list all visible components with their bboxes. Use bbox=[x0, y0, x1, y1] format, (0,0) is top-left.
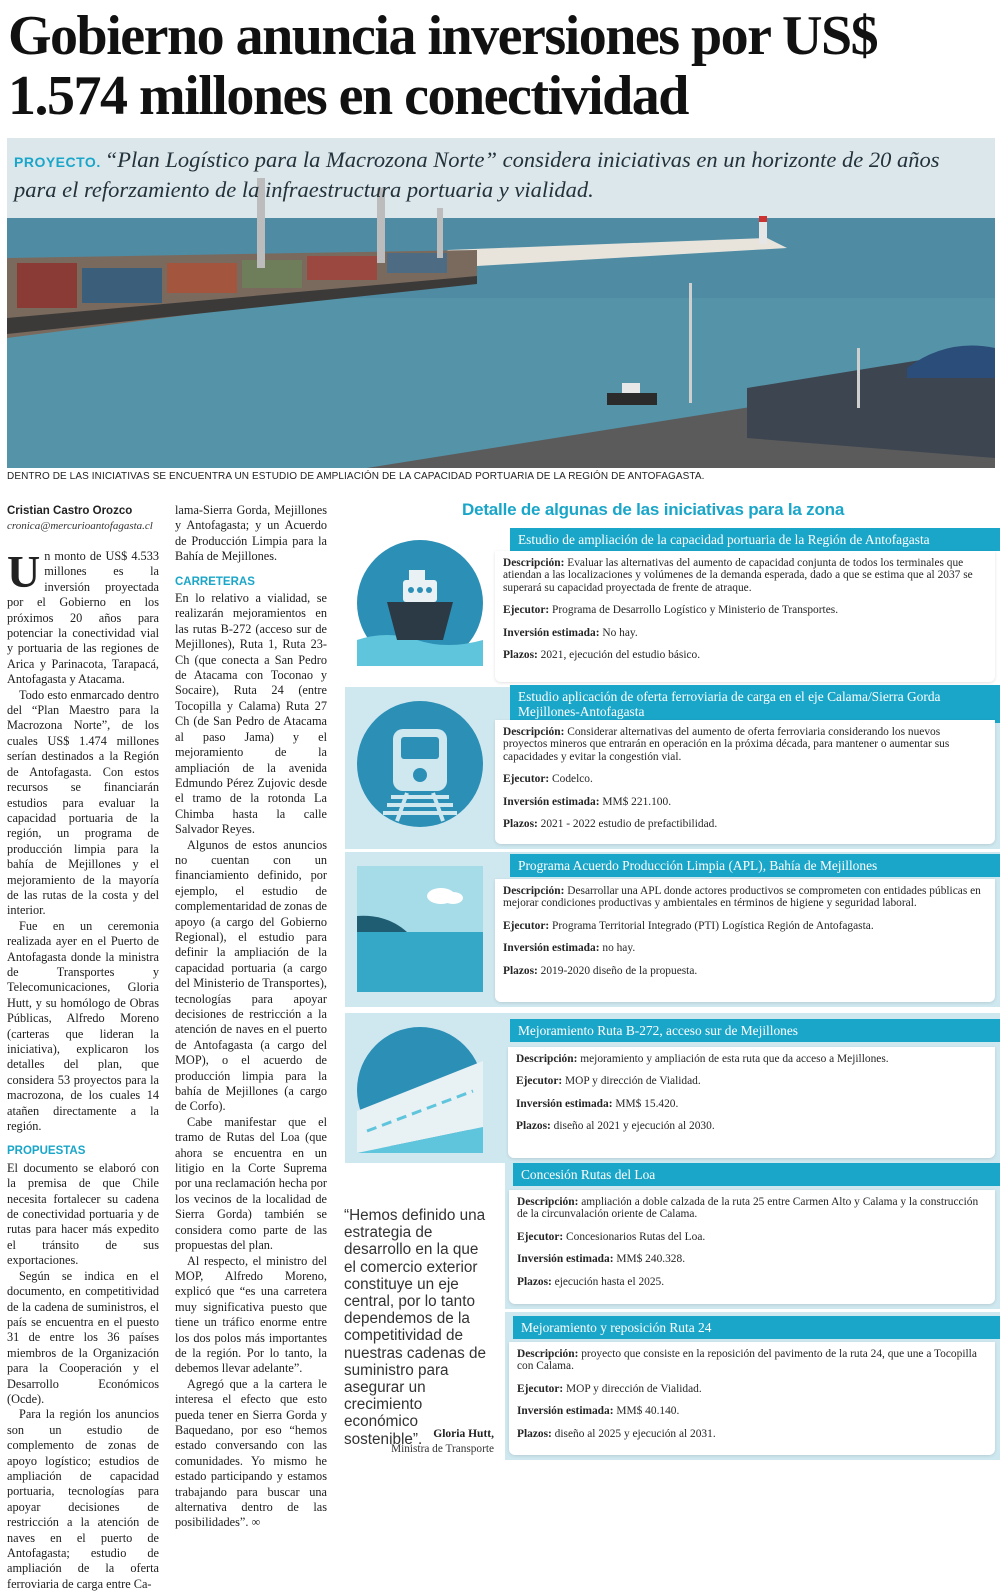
initiative-panel-4 bbox=[345, 1013, 1000, 1163]
ejecutor-value: Programa de Desarrollo Logístico y Ministerio de Transportes. bbox=[552, 604, 839, 617]
article-paragraph: Fue en un ceremonia realizada ayer en el Puerto de Antofagasta donde la ministra de Transportes y Telecomunicaciones, Gloria Hutt, y su homólogo de Obras Públicas, Alfredo Moreno (carteras que lideran la iniciativa), explicaron los detalles del plan, que considera 53 proyectos para la macrozona, de los cuales 14 atañen directamente a la región. bbox=[7, 918, 159, 1134]
quote-author: Gloria Hutt, bbox=[433, 1428, 494, 1440]
initiative-card: Descripción: proyecto que consiste en la reposición del pavimento de la ruta 24, que une a Tocopilla con Calama. Ejecutor: MOP y dirección de Vialidad. Inversión estimada: MM$ 40.140. Plazos: diseño al 2025 y ejecución al 2031. bbox=[509, 1342, 995, 1455]
headline: Gobierno anuncia inversiones por US$ 1.574 millones en conectividad bbox=[8, 5, 878, 127]
pull-quote: “Hemos definido una estrategia de desarrollo en la que el comercio exterior constituye un eje central, por lo tanto dependemos de la competitividad de nuestras cadenas de suministro para asegurar un crecimiento económico sostenible”. bbox=[344, 1207, 487, 1448]
initiative-card: Descripción: Desarrollar una APL donde actores productivos se comprometen con entidades públicas en mejorar condiciones productivas y ambientales en términos de higiene y seguridad laboral. Ejecutor: Programa Territorial Integrado (PTI) Logística Región de Antofagasta. Inversión estimada: no hay. Plazos: 2019-2020 diseño de la propuesta. bbox=[495, 879, 995, 1002]
inversion-value: MM$ 40.140. bbox=[616, 1405, 680, 1418]
inversion-value: No hay. bbox=[602, 626, 638, 639]
initiative-title: Estudio aplicación de oferta ferroviaria de carga en el eje Calama/Sierra Gorda Mejillones-Antofagasta bbox=[510, 685, 1000, 723]
initiative-panel-3 bbox=[345, 852, 1000, 1007]
deck bbox=[14, 146, 974, 203]
article-column-2 bbox=[175, 503, 327, 1531]
plazos-value: 2019-2020 diseño de la propuesta. bbox=[540, 964, 698, 977]
descripcion-value: Considerar alternativas del aumento de oferta ferroviaria considerando los nuevos proyectos mineros que entrarán en operación en la próxima década, para mantener o aumentar sus capacidades y evitar la congestión vial. bbox=[503, 726, 950, 763]
initiative-panel-5 bbox=[505, 1163, 1000, 1309]
article-paragraph: Al respecto, el ministro del MOP, Alfredo Moreno, explicó que “es una carretera muy significativa puesto que tiene un tráfico enorme entre los dos polos más importantes de la región. Por lo tanto, la debemos llevar adelante”. bbox=[175, 1253, 327, 1376]
descripcion-value: ampliación a doble calzada de la ruta 25 entre Carmen Alto y Calama y la construcción de la circunvalación oriente de Calama. bbox=[517, 1196, 979, 1221]
descripcion-value: Desarrollar una APL donde actores productivos se comprometen con entidades públicas en mejorar condiciones productivas y ambientales en términos de higiene y seguridad laboral. bbox=[503, 885, 981, 910]
road-icon bbox=[357, 1027, 483, 1153]
article-paragraph: Algunos de estos anuncios no cuentan con un financiamiento definido, por ejemplo, el estudio de complementaridad de zonas de apoyo (a cargo del Gobierno Regional), el estudio para definir la ampliación de la capacidad portuaria (a cargo del Ministerio de Transportes), tecnologías para apoyar decisiones de restricción a la atención de naves en el puerto de Antofagasta (a cargo del MOP), o el acuerdo de producción limpia para la bahía de Mejillones (a cargo de Corfo). bbox=[175, 837, 327, 1114]
article-paragraph: Según se indica en el documento, en competitividad de la cadena de suministros, el país se encuentra en el puesto 31 de entre los 36 países miembros de la Organización para la Cooperación y el Desarrollo Económicos (Ocde). bbox=[7, 1268, 159, 1406]
bay-icon bbox=[357, 866, 483, 992]
plazos-value: 2021, ejecución del estudio básico. bbox=[540, 649, 701, 662]
plazos-value: ejecución hasta el 2025. bbox=[554, 1275, 665, 1288]
deck-tag: PROYECTO. bbox=[14, 154, 101, 170]
inversion-value: no hay. bbox=[602, 942, 636, 955]
article-paragraph: Un monto de US$ 4.533 millones es la inversión proyectada por el Gobierno en los próximos 20 años para potenciar la conectividad vial y portuaria de las regiones de Arica y Parinacota, Tarapacá, Antofagasta y Atacama. bbox=[7, 546, 159, 687]
article-paragraph: Para la región los anuncios son un estudio de complemento de zonas de apoyo logístico; estudios de ampliación de capacidad portuaria, tecnologías para apoyar decisiones de restricción a la atención de naves en el puerto de Antofagasta; estudio de ampliación de la oferta ferroviaria de carga entre Ca- bbox=[7, 1407, 159, 1591]
ejecutor-value: MOP y dirección de Vialidad. bbox=[565, 1075, 701, 1088]
article-paragraph: En lo relativo a vialidad, se realizarán mejoramientos en las rutas B-272 (acceso sur de Mejillones), Ruta 1, Ruta 23-Ch (que conecta a San Pedro de Atacama con Toconao y Socaire), Ruta 24 (entre Tocopilla y Calama) Ruta 27 Ch (de San Pedro de Atacama al paso Jama) y el mejoramiento de la ampliación de la avenida Edmundo Pérez Zujovic desde el tramo de la rotonda La Chimba hasta la calle Salvador Reyes. bbox=[175, 591, 327, 837]
initiative-card: Descripción: mejoramiento y ampliación de esta ruta que da acceso a Mejillones. Ejecutor: MOP y dirección de Vialidad. Inversión estimada: MM$ 15.420. Plazos: diseño al 2021 y ejecución al 2030. bbox=[508, 1047, 995, 1158]
section-heading-propuestas: PROPUESTAS bbox=[7, 1145, 86, 1158]
initiative-title: Mejoramiento y reposición Ruta 24 bbox=[513, 1316, 1000, 1339]
inversion-value: MM$ 221.100. bbox=[602, 795, 672, 808]
initiative-title: Estudio de ampliación de la capacidad portuaria de la Región de Antofagasta bbox=[510, 528, 1000, 551]
ejecutor-value: Concesionarios Rutas del Loa. bbox=[566, 1230, 706, 1243]
ship-icon bbox=[357, 540, 483, 666]
initiative-panel-2 bbox=[345, 687, 1000, 849]
descripcion-value: mejoramiento y ampliación de esta ruta que da acceso a Mejillones. bbox=[580, 1053, 889, 1065]
ejecutor-value: Codelco. bbox=[552, 773, 593, 786]
plazos-value: diseño al 2021 y ejecución al 2030. bbox=[553, 1120, 715, 1133]
initiative-title: Mejoramiento Ruta B-272, acceso sur de Mejillones bbox=[510, 1019, 1000, 1042]
initiative-panel-6 bbox=[505, 1312, 1000, 1460]
section-heading-carreteras: CARRETERAS bbox=[175, 575, 255, 588]
initiative-card: Descripción: Considerar alternativas del aumento de oferta ferroviaria considerando los nuevos proyectos mineros que entrarán en operación en la próxima década, para mantener o aumentar sus capacidades y evitar la congestión vial. Ejecutor: Codelco. Inversión estimada: MM$ 221.100. Plazos: 2021 - 2022 estudio de prefactibilidad. bbox=[495, 720, 995, 844]
article-paragraph: lama-Sierra Gorda, Mejillones y Antofagasta; y un Acuerdo de Producción Limpia para la Bahía de Mejillones. bbox=[175, 503, 327, 564]
inversion-value: MM$ 15.420. bbox=[615, 1097, 679, 1110]
article-paragraph: El documento se elaboró con la premisa de que Chile necesita fortalecer su cadena de conectividad portuaria y de rutas para hacer más expedito el tránsito de sus exportaciones. bbox=[7, 1160, 159, 1268]
plazos-value: diseño al 2025 y ejecución al 2031. bbox=[554, 1427, 716, 1440]
initiative-card: Descripción: ampliación a doble calzada de la ruta 25 entre Carmen Alto y Calama y la construcción de la circunvalación oriente de Calama. Ejecutor: Concesionarios Rutas del Loa. Inversión estimada: MM$ 240.328. Plazos: ejecución hasta el 2025. bbox=[509, 1190, 995, 1304]
byline-email[interactable]: cronica@mercurioantofagasta.cl bbox=[7, 520, 153, 532]
train-icon bbox=[357, 701, 483, 827]
plazos-value: 2021 - 2022 estudio de prefactibilidad. bbox=[540, 818, 718, 831]
ejecutor-value: Programa Territorial Integrado (PTI) Logística Región de Antofagasta. bbox=[552, 919, 874, 932]
inversion-value: MM$ 240.328. bbox=[616, 1253, 686, 1266]
article-paragraph: Todo esto enmarcado dentro del “Plan Maestro para la Macrozona Norte”, de los cuales US$ 1.474 millones serían destinados a la Región de Antofagasta. Con estos recursos se financiarán estudios para evaluar la capacidad portuaria de la región, un programa de producción limpia para la bahía de Mejillones y el mejoramiento de la mayoría de las rutas de la costa y del interior. bbox=[7, 687, 159, 918]
initiative-panel-1 bbox=[345, 522, 1000, 687]
initiative-card: Descripción: Evaluar las alternativas del aumento de capacidad conjunta de todos los terminales que atiendan a las localizaciones y volúmenes de la demanda esperada, dado a que se estima que al 2037 se superará su capacidad proyectada de frente de atraque. Ejecutor: Programa de Desarrollo Logístico y Ministerio de Transportes. Inversión estimada: No hay. Plazos: 2021, ejecución del estudio básico. bbox=[495, 551, 995, 682]
initiative-title: Concesión Rutas del Loa bbox=[513, 1163, 1000, 1186]
descripcion-value: proyecto que consiste en la reposición del pavimento de la ruta 24, que une a Tocopilla con Calama. bbox=[517, 1348, 977, 1373]
deck-text: “Plan Logístico para la Macrozona Norte” considera iniciativas en un horizonte de 20 años para el reforzamiento de la infraestructura portuaria y vialidad. bbox=[14, 147, 940, 202]
infographic-title: Detalle de algunas de las iniciativas para la zona bbox=[462, 500, 845, 519]
ejecutor-value: MOP y dirección de Vialidad. bbox=[566, 1382, 702, 1395]
initiative-title: Programa Acuerdo Producción Limpia (APL), Bahía de Mejillones bbox=[510, 854, 1000, 877]
article-paragraph: Agregó que a la cartera le interesa el efecto que esto pueda tener en Sierra Gorda y Baquedano, por eso “hemos estado conversando con las comunidades. Yo mismo he estado participando y estamos trabajando para buscar una alternativa dentro de las posibilidades”. ∞ bbox=[175, 1376, 327, 1530]
quote-role: Ministra de Transporte bbox=[391, 1443, 494, 1455]
photo-caption: DENTRO DE LAS INICIATIVAS SE ENCUENTRA UN ESTUDIO DE AMPLIACIÓN DE LA CAPACIDAD PORTUARIA DE LA REGIÓN DE ANTOFAGASTA. bbox=[7, 471, 705, 482]
descripcion-value: Evaluar las alternativas del aumento de capacidad conjunta de todos los terminales que atiendan a las localizaciones y volúmenes de la demanda esperada, dado a que se estima que al 2037 se superará su capacidad proyectada de frente de atraque. bbox=[503, 557, 973, 594]
article-column-1 bbox=[7, 546, 159, 1592]
article-paragraph: Cabe manifestar que el tramo de Rutas del Loa (que ahora se encuentra en un litigio en la Corte Suprema por una reclamación hecha por los vecinos de la localidad de Sierra Gorda) también se considera como parte de las propuestas del plan. bbox=[175, 1114, 327, 1253]
dropcap: U bbox=[7, 546, 41, 597]
byline-author: Cristian Castro Orozco bbox=[7, 505, 133, 517]
